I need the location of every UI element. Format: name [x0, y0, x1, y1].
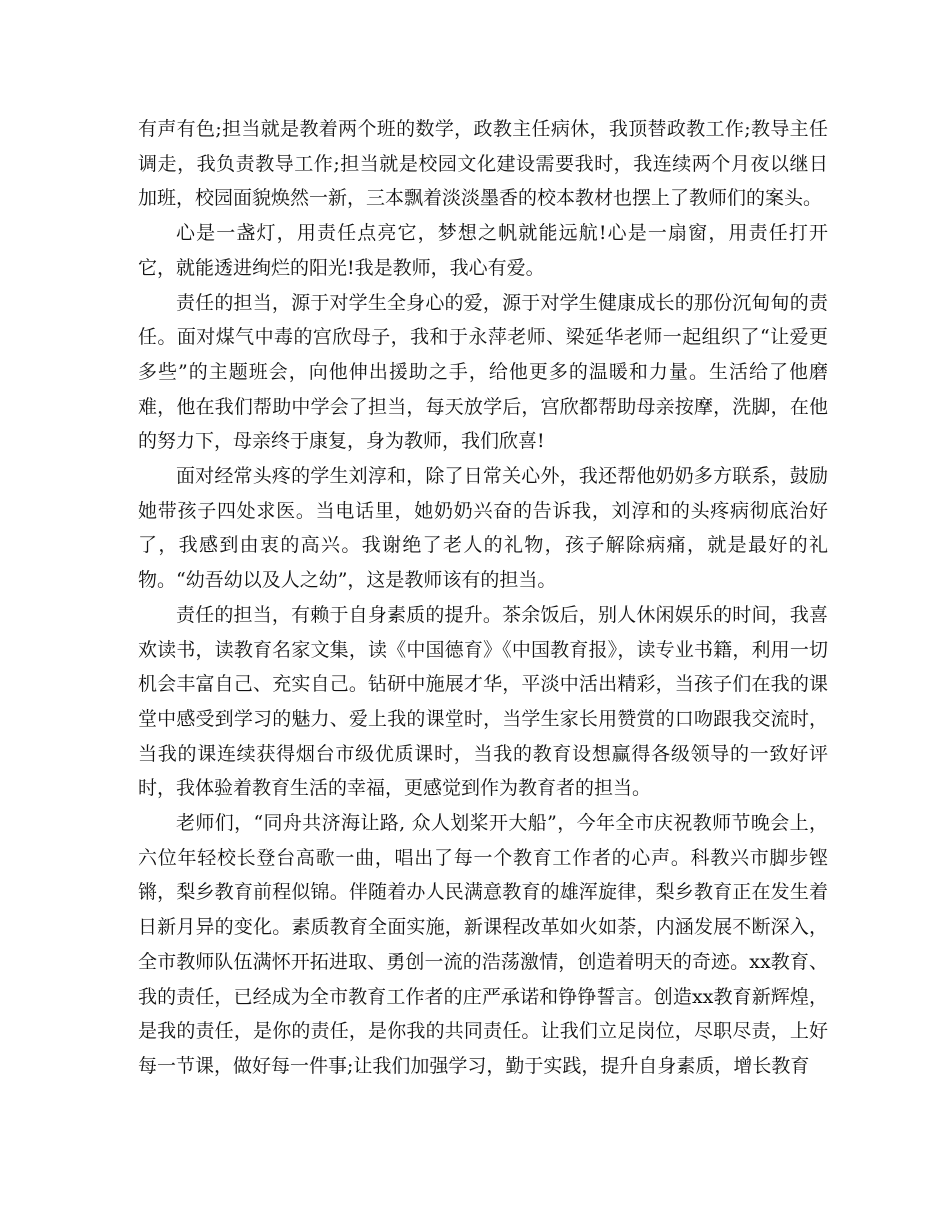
paragraph-5: 责任的担当，有赖于自身素质的提升。茶余饭后，别人休闲娱乐的时间，我喜欢读书，读教育名家文集，读《中国德育》《中国教育报》，读专业书籍，利用一切机会丰富自己、充实自己。钻研中施展才华，平淡中活出精彩，当孩子们在我的课堂中感受到学习的魅力、爱上我的课堂时，当学生家长用赞赏的口吻跟我交流时，当我的课连续获得烟台市级优质课时，当我的教育设想赢得各级领导的一致好评时，我体验着教育生活的幸福，更感觉到作为教育者的担当。 — [138, 603, 828, 800]
paragraph-1: 有声有色;担当就是教着两个班的数学，政教主任病休，我顶替政教工作;教导主任调走，我负责教导工作;担当就是校园文化建设需要我时，我连续两个月夜以继日加班，校园面貌焕然一新，三本飘着淡淡墨香的校本教材也摆上了教师们的案头。 — [138, 118, 828, 210]
paragraph-2: 心是一盏灯，用责任点亮它，梦想之帆就能远航!心是一扇窗，用责任打开它，就能透进绚烂的阳光!我是教师，我心有爱。 — [138, 222, 828, 279]
paragraph-3: 责任的担当，源于对学生全身心的爱，源于对学生健康成长的那份沉甸甸的责任。面对煤气中毒的宫欣母子，我和于永萍老师、梁延华老师一起组织了“让爱更多些”的主题班会，向他伸出援助之手，给他更多的温暖和力量。生活给了他磨难，他在我们帮助中学会了担当，每天放学后，宫欣都帮助母亲按摩，洗脚，在他的努力下，母亲终于康复，身为教师，我们欣喜! — [138, 291, 828, 453]
paragraph-6: 老师们，“同舟共济海让路, 众人划桨开大船”，今年全市庆祝教师节晚会上，六位年轻校长登台高歌一曲，唱出了每一个教育工作者的心声。科教兴市脚步铿锵，梨乡教育前程似锦。伴随着办人民满意教育的雄浑旋律，梨乡教育正在发生着日新月异的变化。素质教育全面实施，新课程改革如火如荼，内涵发展不断深入，全市教师队伍满怀开拓进取、勇创一流的浩荡激情，创造着明天的奇迹。xx教育、我的责任，已经成为全市教育工作者的庄严承诺和铮铮誓言。创造xx教育新辉煌，是我的责任，是你的责任，是你我的共同责任。让我们立足岗位，尽职尽责，上好每一节课，做好每一件事;让我们加强学习，勤于实践，提升自身素质，增长教育 — [138, 812, 828, 1077]
document-body — [138, 112, 828, 1084]
paragraph-4: 面对经常头疼的学生刘淳和，除了日常关心外，我还帮他奶奶多方联系，鼓励她带孩子四处求医。当电话里，她奶奶兴奋的告诉我，刘淳和的头疼病彻底治好了，我感到由衷的高兴。我谢绝了老人的礼物，孩子解除病痛，就是最好的礼物。“幼吾幼以及人之幼”，这是教师该有的担当。 — [138, 465, 828, 592]
